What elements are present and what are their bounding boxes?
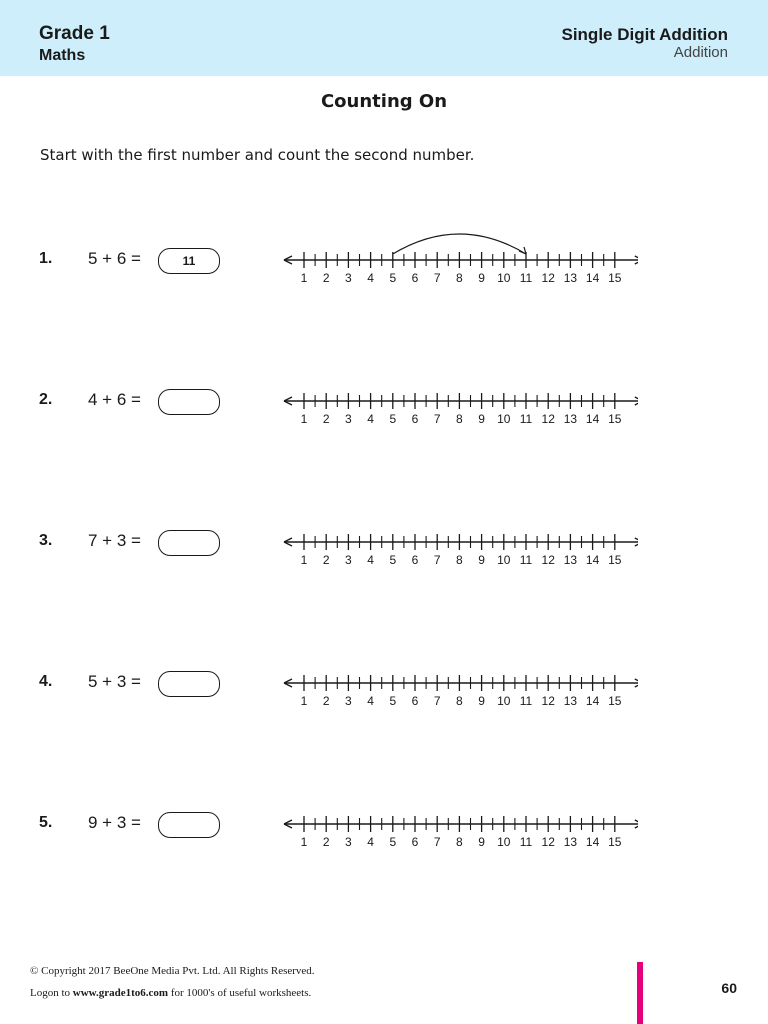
- tick-label: 11: [519, 271, 533, 285]
- tick-label: 3: [345, 694, 352, 708]
- number-line: [278, 232, 638, 292]
- logon-prefix: Logon to: [30, 987, 71, 999]
- tick-label: 10: [497, 835, 511, 849]
- problem-1: [0, 232, 768, 292]
- tick-label: 5: [389, 694, 397, 708]
- answer-box[interactable]: [158, 671, 220, 697]
- tick-label: 12: [541, 553, 555, 567]
- tick-label: 7: [433, 835, 441, 849]
- worksheet-title: Counting On: [320, 91, 448, 112]
- tick-label: 2: [322, 835, 330, 849]
- problem-3: [0, 514, 768, 574]
- tick-label: 2: [322, 412, 330, 426]
- problem-2: [0, 373, 768, 433]
- tick-label: 9: [478, 694, 485, 708]
- tick-label: 4: [367, 553, 374, 567]
- problem-4: [0, 655, 768, 715]
- tick-label: 14: [585, 553, 600, 567]
- tick-label: 3: [345, 271, 352, 285]
- tick-label: 10: [497, 412, 511, 426]
- tick-label: 15: [608, 412, 622, 426]
- tick-label: 5: [389, 271, 397, 285]
- topic-label: Single Digit Addition: [561, 25, 728, 44]
- tick-label: 4: [367, 271, 374, 285]
- answer-box[interactable]: [158, 812, 220, 838]
- accent-bar: [637, 962, 643, 1024]
- tick-label: 3: [345, 553, 352, 567]
- tick-label: 3: [345, 412, 352, 426]
- answer-box[interactable]: 11: [158, 248, 220, 274]
- tick-label: 9: [478, 553, 485, 567]
- count-on-arc: [393, 234, 526, 254]
- logon-suffix: for 1000's of useful worksheets.: [170, 987, 312, 999]
- tick-label: 6: [411, 694, 419, 708]
- grade-label: Grade 1: [39, 23, 110, 44]
- tick-label: 7: [433, 694, 441, 708]
- tick-label: 12: [541, 694, 555, 708]
- tick-label: 5: [389, 412, 397, 426]
- instruction-text: Start with the first number and count the second number.: [40, 146, 475, 164]
- copyright-text: © Copyright 2017 BeeOne Media Pvt. Ltd. All Rights Reserved.: [30, 965, 315, 977]
- problem-expression: 9 + 3 =: [88, 813, 141, 832]
- tick-label: 8: [456, 553, 463, 567]
- problem-5: [0, 796, 768, 856]
- problem-number: 5.: [39, 814, 53, 831]
- tick-label: 1: [300, 835, 308, 849]
- tick-label: 9: [478, 412, 485, 426]
- tick-label: 9: [478, 271, 485, 285]
- tick-label: 8: [456, 694, 463, 708]
- website-link[interactable]: www.grade1to6.com: [72, 987, 169, 999]
- tick-label: 4: [367, 835, 374, 849]
- tick-label: 14: [585, 271, 600, 285]
- tick-label: 11: [519, 694, 533, 708]
- tick-label: 14: [585, 835, 600, 849]
- tick-label: 15: [608, 271, 622, 285]
- tick-label: 6: [411, 412, 419, 426]
- tick-label: 15: [608, 553, 622, 567]
- tick-label: 7: [433, 271, 441, 285]
- tick-label: 8: [456, 835, 463, 849]
- tick-label: 8: [456, 271, 463, 285]
- problem-expression: 4 + 6 =: [88, 390, 141, 409]
- problem-expression: 5 + 6 =: [88, 249, 141, 268]
- number-line: [278, 796, 638, 856]
- tick-label: 13: [563, 553, 578, 567]
- tick-label: 3: [345, 835, 352, 849]
- tick-label: 10: [497, 694, 511, 708]
- tick-label: 6: [411, 271, 419, 285]
- problem-number: 4.: [39, 673, 53, 690]
- problem-number: 3.: [39, 532, 53, 549]
- tick-label: 7: [433, 412, 441, 426]
- tick-label: 10: [497, 271, 511, 285]
- tick-label: 7: [433, 553, 441, 567]
- subtopic-label: Addition: [673, 44, 728, 61]
- tick-label: 6: [411, 553, 419, 567]
- problem-expression: 7 + 3 =: [88, 531, 141, 550]
- tick-label: 4: [367, 694, 374, 708]
- tick-label: 9: [478, 835, 485, 849]
- tick-label: 11: [519, 412, 533, 426]
- logon-text: [30, 987, 311, 999]
- tick-label: 1: [300, 694, 308, 708]
- number-line: [278, 373, 638, 433]
- tick-label: 2: [322, 694, 330, 708]
- number-line: [278, 655, 638, 715]
- tick-label: 13: [563, 412, 578, 426]
- problem-number: 2.: [39, 391, 53, 408]
- answer-box[interactable]: [158, 389, 220, 415]
- tick-label: 6: [411, 835, 419, 849]
- tick-label: 13: [563, 271, 578, 285]
- subject-label: Maths: [39, 47, 86, 64]
- tick-label: 12: [541, 835, 555, 849]
- tick-label: 13: [563, 835, 578, 849]
- tick-label: 15: [608, 694, 622, 708]
- page-header: [0, 0, 768, 76]
- tick-label: 2: [322, 553, 330, 567]
- tick-label: 1: [300, 553, 308, 567]
- tick-label: 2: [322, 271, 330, 285]
- tick-label: 8: [456, 412, 463, 426]
- tick-label: 5: [389, 835, 397, 849]
- tick-label: 10: [497, 553, 511, 567]
- tick-label: 11: [519, 553, 533, 567]
- tick-label: 12: [541, 271, 555, 285]
- problem-number: 1.: [39, 250, 53, 267]
- tick-label: 1: [300, 271, 308, 285]
- tick-label: 1: [300, 412, 308, 426]
- problem-expression: 5 + 3 =: [88, 672, 141, 691]
- page-number: 60: [721, 980, 737, 996]
- tick-label: 13: [563, 694, 578, 708]
- tick-label: 12: [541, 412, 555, 426]
- number-line: [278, 514, 638, 574]
- tick-label: 14: [585, 694, 600, 708]
- tick-label: 5: [389, 553, 397, 567]
- tick-label: 15: [608, 835, 622, 849]
- tick-label: 14: [585, 412, 600, 426]
- tick-label: 4: [367, 412, 374, 426]
- answer-box[interactable]: [158, 530, 220, 556]
- tick-label: 11: [519, 835, 533, 849]
